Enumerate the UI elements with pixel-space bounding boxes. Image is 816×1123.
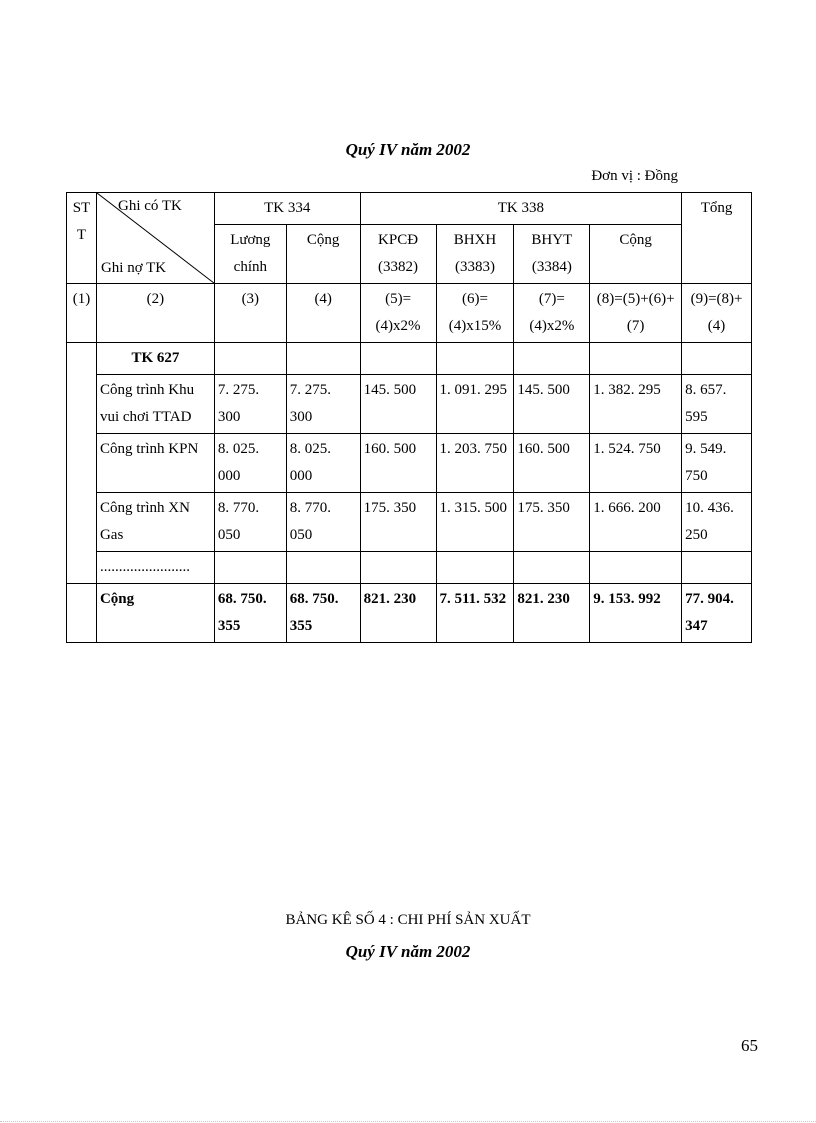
table-row [67,434,752,493]
cell-cong338: 1. 382. 295 [590,375,682,434]
cell-bhxh: 1. 315. 500 [436,493,514,552]
cell-kpcd: 160. 500 [360,434,436,493]
cell-kpcd: 175. 350 [360,493,436,552]
group-row [67,343,752,375]
page-divider [0,1121,816,1122]
header-credit-account: Ghi có TK [117,198,182,214]
column-number-row [67,284,752,343]
total-luong: 68. 750. 355 [214,584,286,643]
col-number: (3) [214,284,286,343]
total-kpcd: 821. 230 [360,584,436,643]
col-number: (6)=(4)x15% [436,284,514,343]
period-heading: Quý IV năm 2002 [345,140,471,159]
header-bhxh: BHXH (3383) [436,225,514,284]
cell-luong: 8. 770. 050 [214,493,286,552]
cell-cong338: 1. 666. 200 [590,493,682,552]
total-bhxh: 7. 511. 532 [436,584,514,643]
header-row-1 [67,193,752,225]
table-row [67,375,752,434]
col-number: (7)=(4)x2% [514,284,590,343]
total-tong: 77. 904. 347 [682,584,752,643]
col-number: (4) [286,284,360,343]
ellipsis: ........................ [96,552,214,584]
table-row [67,493,752,552]
header-diagonal-cell [96,193,214,284]
col-number: (2) [96,284,214,343]
cell-bhyt: 160. 500 [514,434,590,493]
stt-cell [67,343,97,584]
total-row [67,584,752,643]
header-total: Tổng [682,193,752,284]
salary-allocation-table [66,192,752,643]
total-cong338: 9. 153. 992 [590,584,682,643]
header-tk338: TK 338 [360,193,681,225]
total-label: Cộng [96,584,214,643]
row-name: Công trình KPN [96,434,214,493]
cell-bhxh: 1. 203. 750 [436,434,514,493]
cell-bhyt: 175. 350 [514,493,590,552]
cell-cong: 8. 770. 050 [286,493,360,552]
header-kpcd: KPCĐ (3382) [360,225,436,284]
col-number: (9)=(8)+(4) [682,284,752,343]
currency-unit: Đơn vị : Đồng [591,168,678,184]
cell-cong: 7. 275. 300 [286,375,360,434]
cell-luong: 7. 275. 300 [214,375,286,434]
col-number: (5)=(4)x2% [360,284,436,343]
cell-luong: 8. 025. 000 [214,434,286,493]
cell-kpcd: 145. 500 [360,375,436,434]
col-number: (8)=(5)+(6)+(7) [590,284,682,343]
header-cong-338: Cộng [590,225,682,284]
cell-tong: 9. 549. 750 [682,434,752,493]
total-cong: 68. 750. 355 [286,584,360,643]
col-number: (1) [67,284,97,343]
cell-tong: 10. 436. 250 [682,493,752,552]
cell-tong: 8. 657. 595 [682,375,752,434]
header-stt: ST T [67,193,97,284]
header-tk334: TK 334 [214,193,360,225]
header-luong-chinh: Lương chính [214,225,286,284]
footer-period: Quý IV năm 2002 [345,942,471,961]
header-bhyt: BHYT (3384) [514,225,590,284]
header-cong-334: Cộng [286,225,360,284]
group-label: TK 627 [96,343,214,375]
cell-cong: 8. 025. 000 [286,434,360,493]
row-name: Công trình Khu vui chơi TTAD [96,375,214,434]
header-debit-account: Ghi nợ TK [100,260,167,276]
ellipsis-row [67,552,752,584]
cell-bhyt: 145. 500 [514,375,590,434]
row-name: Công trình XN Gas [96,493,214,552]
page-number: 65 [741,1036,758,1055]
footer-title: BẢNG KÊ SỐ 4 : CHI PHÍ SẢN XUẤT [285,912,531,928]
total-bhyt: 821. 230 [514,584,590,643]
cell-bhxh: 1. 091. 295 [436,375,514,434]
cell-cong338: 1. 524. 750 [590,434,682,493]
